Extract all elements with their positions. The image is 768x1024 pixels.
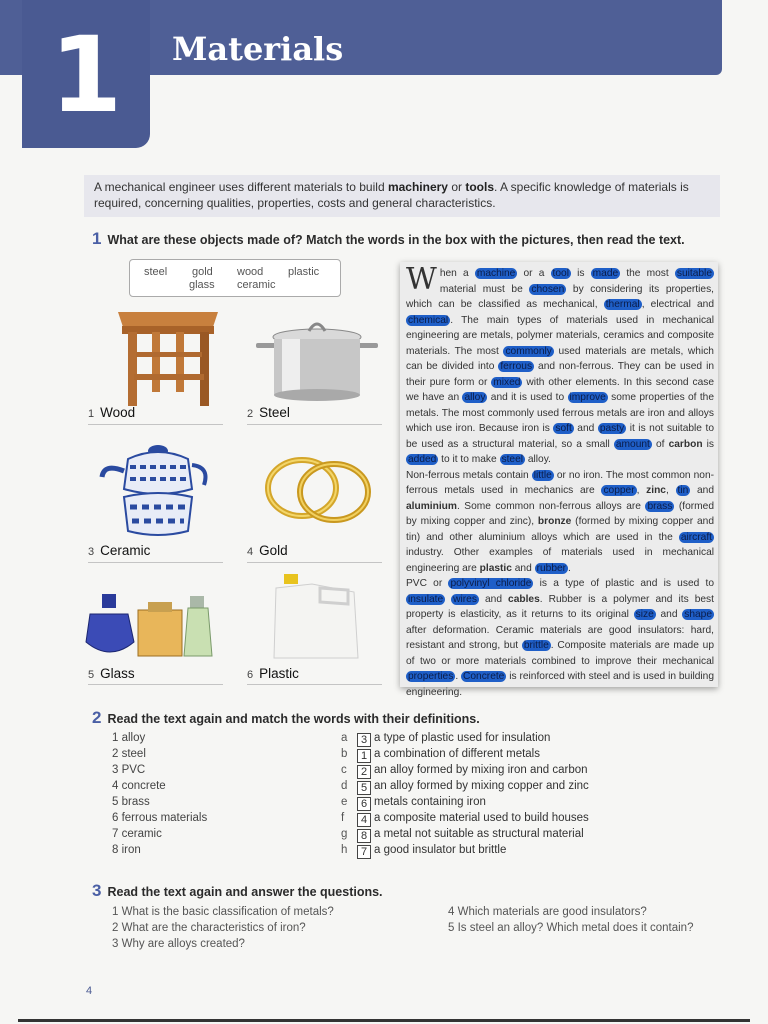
wooden-stool-image	[108, 302, 228, 408]
highlighted-word: thermal	[605, 299, 640, 310]
answer-line	[88, 562, 223, 563]
answer-line	[88, 424, 223, 425]
plastic-jerrycan-image	[272, 574, 362, 662]
highlighted-word: brittle	[523, 640, 549, 651]
answer-box[interactable]: 8	[357, 829, 371, 843]
answer-box[interactable]: 6	[357, 797, 371, 811]
highlighted-word: chemical	[408, 314, 449, 326]
word-box-item: steel	[144, 266, 168, 278]
caption-label: Steel	[259, 405, 290, 420]
highlighted-word: made	[592, 268, 619, 279]
picture-caption-6	[247, 666, 299, 681]
intro-box	[84, 175, 720, 217]
highlighted-word: chosen	[531, 283, 565, 295]
highlighted-word: amount	[615, 438, 650, 450]
definition-item	[341, 842, 589, 858]
highlighted-word: steel	[501, 454, 524, 465]
word-box-item: ceramic	[237, 279, 276, 291]
word-item: 4 concrete	[112, 780, 166, 792]
definition-item	[341, 826, 589, 842]
highlighted-word: added	[408, 454, 437, 465]
highlighted-word: copper	[603, 485, 635, 496]
caption-label: Wood	[100, 405, 136, 420]
page-title: Materials	[172, 30, 344, 68]
definition-text: a type of plastic used for insulation	[374, 732, 551, 744]
word-item: 1 alloy	[112, 732, 146, 744]
exercise-number: 1	[92, 229, 102, 248]
answer-line	[247, 424, 382, 425]
question-list-left	[112, 904, 334, 952]
glass-bottles-image	[86, 592, 222, 664]
word-box-item: wood	[237, 266, 264, 278]
exercise-1-heading	[92, 229, 685, 249]
caption-label: Ceramic	[100, 543, 151, 558]
exercise-number: 3	[92, 881, 102, 900]
caption-index: 6	[247, 669, 254, 681]
highlighted-word: aircraft	[680, 531, 712, 543]
word-item: 7 ceramic	[112, 828, 162, 840]
exercise-instruction: What are these objects made of? Match the words in the box with the pictures, then read the text.	[107, 233, 685, 247]
highlighted-word: properties	[408, 671, 454, 682]
highlighted-word: alloy	[464, 392, 486, 403]
caption-label: Glass	[100, 666, 135, 681]
page-number: 4	[86, 985, 93, 997]
exercise-2-heading	[92, 708, 480, 728]
highlighted-word: soft	[555, 423, 572, 434]
word-item: 2 steel	[112, 748, 146, 760]
word-box-item: plastic	[288, 266, 320, 278]
bottom-divider	[18, 1019, 750, 1022]
highlighted-word: wires	[453, 593, 477, 605]
highlighted-word: tool	[552, 268, 569, 279]
intro-text: or	[447, 180, 466, 194]
answer-box[interactable]: 4	[357, 813, 371, 827]
answer-box[interactable]: 7	[357, 845, 371, 859]
word-box-item: gold	[192, 266, 213, 278]
definition-letter: d	[341, 780, 348, 792]
highlighted-word: improve	[569, 392, 606, 403]
definition-letter: a	[341, 732, 348, 744]
word-box-item: glass	[189, 279, 215, 291]
definition-item	[341, 762, 589, 778]
caption-index: 2	[247, 408, 254, 420]
definition-text: metals containing iron	[374, 796, 486, 808]
picture-caption-1	[88, 405, 135, 420]
picture-caption-5	[88, 666, 135, 681]
definition-list	[341, 730, 589, 858]
definition-text: a metal not suitable as structural material	[374, 828, 584, 840]
answer-box[interactable]: 5	[357, 781, 371, 795]
answer-line	[247, 562, 382, 563]
question-item: 3 Why are alloys created?	[112, 938, 245, 950]
definition-text: an alloy formed by mixing iron and carbon	[374, 764, 588, 776]
definition-letter: b	[341, 748, 348, 760]
highlighted-word: insulate	[408, 593, 444, 605]
definition-item	[341, 746, 589, 762]
word-item: 3 PVC	[112, 764, 146, 776]
definition-text: a combination of different metals	[374, 748, 540, 760]
caption-index: 3	[88, 546, 95, 558]
caption-index: 5	[88, 669, 95, 681]
ceramic-teapot-image	[100, 437, 212, 541]
exercise-instruction: Read the text again and answer the questions.	[107, 885, 383, 899]
highlighted-word: machine	[476, 268, 516, 279]
highlighted-word: brass	[647, 500, 673, 512]
answer-line	[88, 684, 223, 685]
definition-letter: g	[341, 828, 348, 840]
highlighted-word: ferrous	[500, 361, 533, 372]
highlighted-word: commonly	[505, 345, 552, 357]
question-item: 5 Is steel an alloy? Which metal does it contain?	[448, 922, 694, 934]
caption-index: 4	[247, 546, 254, 558]
highlighted-word: size	[635, 609, 654, 620]
picture-caption-2	[247, 405, 290, 420]
answer-box[interactable]: 2	[357, 765, 371, 779]
exercise-instruction: Read the text again and match the words with their definitions.	[107, 712, 480, 726]
highlighted-word: shape	[684, 609, 712, 620]
picture-caption-4	[247, 543, 288, 558]
question-list-right	[448, 904, 693, 936]
definition-item	[341, 794, 589, 810]
highlighted-word: pasty	[599, 423, 625, 434]
answer-box[interactable]: 1	[357, 749, 371, 763]
word-item: 5 brass	[112, 796, 150, 808]
intro-bold: tools	[465, 180, 494, 194]
word-box	[129, 259, 341, 297]
definition-text: an alloy formed by mixing copper and zinc	[374, 780, 589, 792]
highlighted-word: Concrete	[463, 671, 505, 682]
steel-pot-image	[254, 315, 380, 403]
highlighted-word: little	[533, 469, 552, 481]
reading-paragraph: When a machine or a tool is made the most suitable material must be chosen by considering its properties, which can be classified as mechanical, thermal , electrical and chemical . The main types of materials used in mechanical engineering are metals, polymer materials, ceramics and composite materials. The most commonly used materials are metals, which can be divided into ferrous and non-ferrous. They can be used in their pure form or mixed with other elements. In this second case we have an alloy and it is used to improve some properties of the metals. The most commonly used ferrous metals are iron and alloys which use iron. Because iron is soft and pasty it is not suitable to be used as a structural material, so a small amount of carbon is added to it to make steel alloy. Non-ferrous metals contain little or no iron. The most common non-ferrous metals used in mechanics are copper , zinc, tin and aluminium. Some common non-ferrous alloys are brass (formed by mixing copper and zinc), bronze (formed by mixing copper and tin) and other aluminium alloys which are used in the aircraft industry. Other examples of materials used in mechanical engineering are plastic and rubber . PVC or polyvinyl chloride is a type of plastic and is used to insulate wires and cables. Rubber is a polymer and its best property is elasticity, as it returns to its original size and shape after deformation. Ceramic materials are good insulators: hard, resistant and strong, but brittle . Composite materials are made up of two or more materials combined to improve their mechanical properties . Concrete is reinforced with steel and is used in building engineering.	[406, 262, 715, 698]
word-list	[112, 730, 207, 858]
definition-item	[341, 778, 589, 794]
reading-text-panel	[400, 262, 718, 698]
answer-line	[247, 684, 382, 685]
answer-box[interactable]: 3	[357, 733, 371, 747]
definition-item	[341, 730, 589, 746]
definition-text: a good insulator but brittle	[374, 844, 507, 856]
caption-label: Plastic	[259, 666, 299, 681]
definition-letter: c	[341, 764, 347, 776]
question-item: 4 Which materials are good insulators?	[448, 906, 647, 918]
highlighted-word: tin	[677, 485, 689, 496]
drop-cap: W	[406, 262, 437, 297]
highlighted-word: rubber	[536, 562, 567, 574]
intro-text: A mechanical engineer uses different materials to build	[94, 180, 388, 194]
question-item: 2 What are the characteristics of iron?	[112, 922, 306, 934]
word-item: 6 ferrous materials	[112, 812, 208, 824]
question-item: 1 What is the basic classification of metals?	[112, 906, 334, 918]
picture-caption-3	[88, 543, 150, 558]
highlighted-word: mixed	[493, 376, 521, 388]
caption-label: Gold	[259, 543, 288, 558]
definition-letter: e	[341, 796, 348, 808]
definition-text: a composite material used to build houses	[374, 812, 589, 824]
exercise-number: 2	[92, 708, 102, 727]
definition-item	[341, 810, 589, 826]
word-item: 8 iron	[112, 844, 141, 856]
highlighted-word: polyvinyl chloride	[450, 578, 532, 589]
caption-index: 1	[88, 408, 95, 420]
unit-number-box	[22, 0, 150, 148]
highlighted-word: suitable	[676, 268, 712, 279]
gold-rings-image	[262, 452, 376, 528]
intro-text: . A specific knowledge of materials is required, concerning qualities, properties, costs and general characteristics.	[94, 180, 689, 210]
definition-letter: f	[341, 812, 345, 824]
unit-number: 1	[49, 14, 123, 136]
intro-bold: machinery	[387, 180, 448, 194]
definition-letter: h	[341, 844, 348, 856]
exercise-3-heading	[92, 881, 383, 901]
